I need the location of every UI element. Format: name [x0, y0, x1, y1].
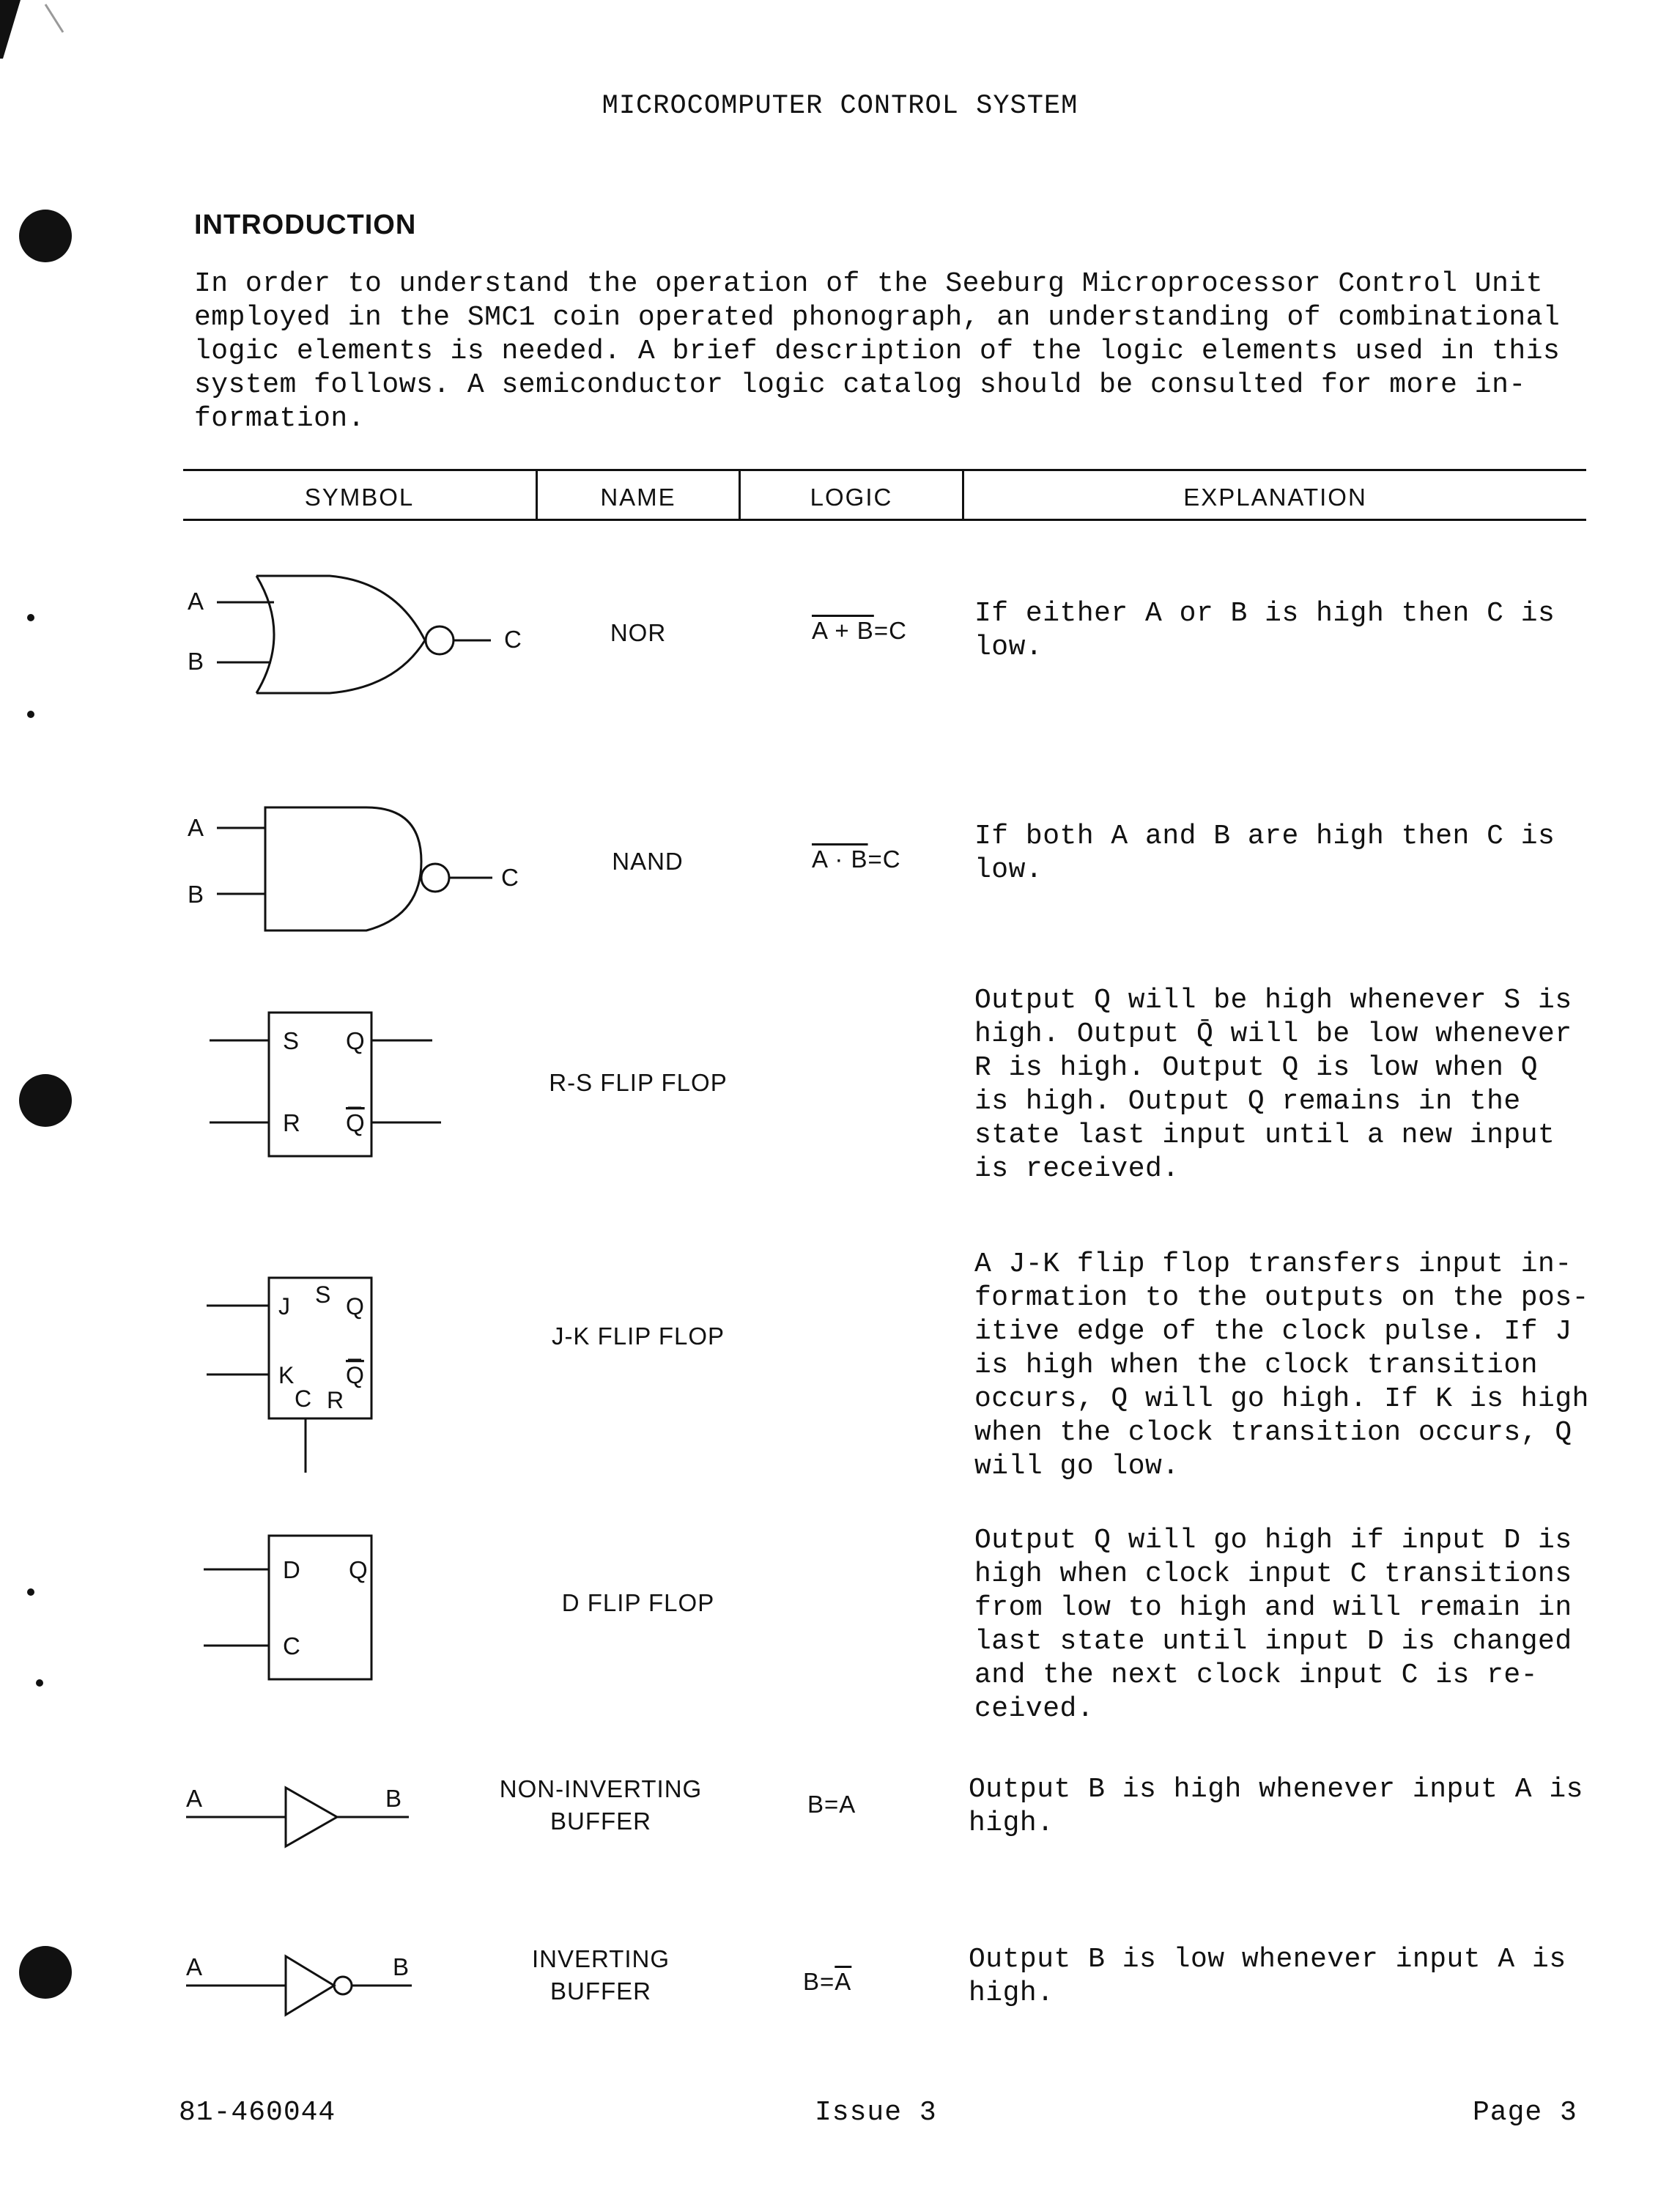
- row-name-d-flip-flop: D FLIP FLOP: [561, 1589, 715, 1616]
- d-output-q-label: Q: [349, 1556, 368, 1583]
- d-flip-flop-symbol: [183, 1524, 535, 1685]
- nand-input-a-label: A: [188, 814, 204, 841]
- row-explanation-inverting-buffer: Output B is low whenever input A is high.: [969, 1944, 1566, 2009]
- corner-mark: [0, 0, 21, 59]
- row-explanation-rs-flip-flop: Output Q will be high whenever S is high. Output Q̄ will be low whenever R is high. Output Q is low when Q is high. Output Q remains in the state last input until a new input is received.: [974, 985, 1572, 1185]
- logic-expression: A + B: [812, 617, 874, 644]
- jk-input-j-label: J: [278, 1293, 290, 1320]
- row-logic-inverting-buffer: [803, 1968, 851, 1996]
- jk-input-k-label: K: [278, 1362, 295, 1388]
- section-title: INTRODUCTION: [194, 210, 417, 240]
- jk-set-s-label: S: [315, 1281, 331, 1308]
- jk-reset-r-label: R: [327, 1387, 344, 1413]
- nor-gate-symbol: [183, 564, 535, 711]
- row-logic-non-inverting-buffer: [807, 1791, 856, 1818]
- row-explanation-d-flip-flop: Output Q will go high if input D is high when clock input C transitions from low to high and will remain in last state until input D is changed and the next clock input C is re- ceived.: [974, 1525, 1572, 1725]
- column-header-explanation: EXPLANATION: [1183, 484, 1367, 511]
- buffer-input-a-label: A: [186, 1785, 203, 1812]
- jk-output-q-label: Q: [346, 1293, 364, 1320]
- table-header-rule: [183, 519, 1586, 521]
- column-header-symbol: SYMBOL: [304, 484, 415, 511]
- table-top-rule: [183, 469, 1586, 471]
- inv-buffer-output-b-label: B: [393, 1953, 410, 1980]
- logic-expression: B=A: [807, 1791, 856, 1818]
- rs-output-q-label: Q: [346, 1027, 365, 1054]
- logic-expression: A · B: [812, 845, 868, 873]
- row-name-nand: NAND: [612, 848, 684, 875]
- rs-output-qbar-label: Q: [346, 1109, 365, 1136]
- row-name-non-inverting-buffer: NON-INVERTING BUFFER: [499, 1775, 703, 1835]
- corner-scratch: [45, 4, 63, 32]
- binder-hole-middle: [19, 1074, 72, 1127]
- jk-output-qbar-label: Q: [346, 1362, 364, 1388]
- speck: [27, 1588, 34, 1596]
- row-explanation-non-inverting-buffer: Output B is high whenever input A is high.: [969, 1774, 1583, 1839]
- nand-gate-symbol: [183, 799, 535, 945]
- row-logic-nor: [812, 617, 907, 645]
- d-input-d-label: D: [283, 1556, 300, 1583]
- jk-clock-c-label: C: [295, 1385, 312, 1412]
- logic-result: $\overline{A}$: [835, 1968, 852, 1995]
- footer-issue: Issue 3: [815, 2097, 937, 2128]
- page-header: MICROCOMPUTER CONTROL SYSTEM: [602, 91, 1078, 122]
- speck: [36, 1679, 43, 1687]
- nand-input-b-label: B: [188, 881, 204, 908]
- rs-flip-flop-symbol: [183, 996, 535, 1172]
- row-name-jk-flip-flop: J-K FLIP FLOP: [551, 1322, 725, 1350]
- logic-result: =C: [867, 845, 901, 873]
- logic-expression: B=: [803, 1968, 835, 1995]
- rs-input-s-label: S: [283, 1027, 300, 1054]
- logic-result: =C: [873, 617, 907, 644]
- row-name-nor: NOR: [610, 619, 667, 646]
- d-clock-c-label: C: [283, 1632, 300, 1659]
- jk-flip-flop-symbol: [183, 1260, 535, 1480]
- buffer-output-b-label: B: [385, 1785, 402, 1812]
- nor-input-a-label: A: [188, 588, 204, 615]
- binder-hole-top: [19, 210, 72, 262]
- speck: [27, 614, 34, 621]
- footer-page-number: Page 3: [1473, 2097, 1577, 2128]
- footer-doc-number: 81-460044: [179, 2097, 336, 2128]
- intro-paragraph: In order to understand the operation of the Seeburg Microprocessor Control Unit employed in the SMC1 coin operated phonograph, an understanding of combinational logic elements is needed. A brief description of the logic elements used in this system follows. A semiconductor logic catalog should be consulted for more in- formation.: [194, 268, 1561, 434]
- speck: [27, 711, 34, 718]
- row-explanation-nand: If both A and B are high then C is low.: [974, 821, 1555, 886]
- inv-buffer-input-a-label: A: [186, 1953, 203, 1980]
- binder-hole-bottom: [19, 1946, 72, 1999]
- row-name-inverting-buffer: INVERTING BUFFER: [531, 1945, 670, 2005]
- nand-output-c-label: C: [501, 864, 519, 891]
- row-name-rs-flip-flop: R-S FLIP FLOP: [549, 1069, 728, 1096]
- nor-input-b-label: B: [188, 648, 204, 675]
- row-explanation-jk-flip-flop: A J-K flip flop transfers input in- formation to the outputs on the pos- itive edge of the clock pulse. If J is high when the clock transition occurs, Q will go high. If K is high when the clock transition occurs, Q will go low.: [974, 1248, 1589, 1482]
- row-logic-nand: [812, 845, 901, 873]
- row-explanation-nor: If either A or B is high then C is low.: [974, 598, 1555, 663]
- column-header-name: NAME: [600, 484, 676, 511]
- rs-input-r-label: R: [283, 1109, 300, 1136]
- column-header-logic: LOGIC: [810, 484, 893, 511]
- nor-output-c-label: C: [504, 626, 522, 653]
